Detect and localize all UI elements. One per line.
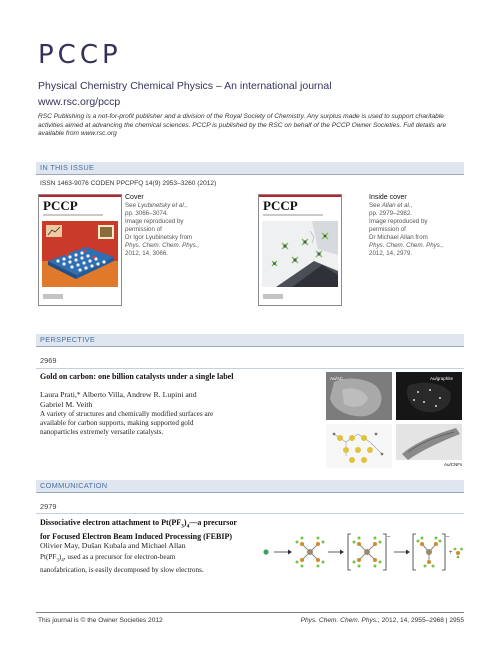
section-heading: PERSPECTIVE (40, 335, 96, 344)
caption-journal: Phys. Chem. Chem. Phys., (125, 242, 200, 249)
journal-masthead-title: PCCP (38, 40, 122, 70)
title-subscript: 3 (181, 523, 184, 530)
communication-graphical-abstract[interactable] (258, 526, 464, 578)
caption-author: Allan et al., (381, 202, 413, 209)
footer-copyright: This journal is © the Owner Societies 2012 (38, 617, 163, 624)
molecule-anion (353, 537, 382, 568)
title-subscript: 4 (186, 523, 190, 530)
section-bar-in-this-issue (36, 162, 464, 174)
caption-citation: 2012, 14, 2979. (369, 250, 413, 257)
cover-artwork (42, 221, 118, 287)
abstract-line: A variety of structures and chemically modified surfaces are (40, 410, 214, 418)
fragment-charge: – (446, 534, 450, 540)
cover-red-rule (39, 195, 121, 197)
abstract-text: , used as a precursor for electron-beam (63, 553, 176, 561)
abstract-subscript: 3 (56, 558, 59, 564)
article-authors (40, 390, 320, 409)
cover-footer-logo (43, 294, 63, 299)
cover-label: Cover (125, 194, 144, 201)
section-divider (36, 492, 464, 493)
footer-journal: Phys. Chem. Chem. Phys., (300, 617, 380, 624)
section-bar-perspective (36, 334, 464, 346)
cover-image[interactable] (38, 194, 122, 306)
article-abstract: $Pt(PF_3)_4$, used as a precursor for electron-beam nanofabrication, is easily decomposed by slow electrons. (40, 553, 270, 575)
abstract-line: nanoparticles extremely versatile catalysts. (40, 427, 164, 436)
caption-line: Image reproduced by (369, 218, 428, 225)
graphic-label: Au/AC (330, 376, 344, 381)
cover-subtitle-bar (43, 214, 103, 216)
caption-author: Lyubinetsky et al., (137, 202, 188, 209)
footer-page-info: 2012, 14, 2955–2968 | 2955 (381, 617, 464, 624)
caption-pages: pp. 3066–3074. (125, 210, 169, 217)
graphic-label: Au/CNFs (444, 462, 462, 467)
abstract-line: nanofabrication, is easily decomposed by slow electrons. (40, 566, 204, 575)
cover-logo: PCCP (43, 198, 78, 213)
title-text: for Focused Electron Beam Induced Processing (FEBIP) (40, 532, 232, 542)
footer-divider (36, 612, 464, 613)
title-text: —a precursor (189, 518, 237, 527)
cover-subtitle-bar (263, 214, 323, 216)
footer-citation (301, 617, 464, 624)
article-title-link[interactable]: Dissociative electron attachment to $Pt(PF_3)_4—a$ precursor for Focused Electron Beam Induced Processing (FEBIP) (40, 518, 270, 542)
caption-journal: Phys. Chem. Chem. Phys., (369, 242, 444, 249)
caption-see: See (369, 202, 381, 209)
journal-url-link[interactable]: www.rsc.org/pccp (38, 96, 121, 108)
caption-line: permission of (369, 226, 406, 233)
authors-line: Laura Prati,* Alberto Villa, Andrew R. Lupini and (40, 390, 197, 399)
caption-citation: 2012, 14, 3066. (125, 250, 169, 257)
article-abstract (40, 410, 320, 436)
cover-artwork (262, 221, 338, 287)
cover-red-rule (259, 195, 341, 197)
section-heading: IN THIS ISSUE (40, 163, 95, 172)
section-heading: COMMUNICATION (40, 481, 108, 490)
leaving-ligand (454, 548, 463, 559)
inside-cover-image[interactable] (258, 194, 342, 306)
anion-charge: – (387, 534, 391, 540)
caption-person: Dr Igor Lyubinetsky from (125, 234, 193, 241)
issn-line: ISSN 1463-9076 CODEN PPCPFQ 14(9) 2953–3260 (2012) (40, 180, 217, 187)
journal-subtitle: Physical Chemistry Chemical Physics – An international journal (38, 80, 332, 92)
title-text: Dissociative electron attachment to Pt(PF (40, 518, 182, 527)
perspective-graphical-abstract[interactable] (326, 372, 462, 468)
caption-see: See (125, 202, 137, 209)
inside-cover-caption (369, 194, 464, 258)
electron-dot (263, 549, 268, 554)
article-title-link[interactable]: Gold on carbon: one billion catalysts under a single label (40, 372, 234, 381)
section-bar-communication (36, 480, 464, 492)
abstract-text: Pt(PF (40, 553, 57, 561)
authors-line: Gabriel M. Veith (40, 399, 93, 409)
abstract-line: available for carbon supports, making supported gold (40, 418, 194, 427)
publisher-blurb: RSC Publishing is a not-for-profit publisher and a division of the Royal Society of Chemistry. Any surplus made is used to support charitable activities aimed at advancing the chemical sciences. PCCP is published by the RSC on behalf of the PCCP Owner Societies. Full details are available from www.rsc.org (38, 113, 447, 137)
section-divider (36, 513, 464, 514)
section-divider (36, 368, 464, 369)
article-authors: Olivier May, Dušan Kubala and Michael Allan (40, 541, 186, 550)
molecule-fragment (417, 537, 442, 568)
plus-sign: + (449, 550, 453, 556)
cover-caption (125, 194, 205, 258)
section-divider (36, 174, 464, 175)
caption-line: Image reproduced by (125, 218, 184, 225)
graphic-label: Au/graphite (430, 376, 454, 381)
cover-footer-logo (263, 294, 283, 299)
caption-person: Dr Michael Allan from (369, 234, 428, 241)
caption-line: permission of (125, 226, 162, 233)
caption-pages: pp. 2979–2982. (369, 210, 413, 217)
molecule-neutral (296, 537, 325, 568)
section-divider (36, 346, 464, 347)
article-page-number[interactable]: 2979 (40, 502, 57, 511)
abstract-subscript: 4 (61, 558, 64, 564)
cover-label: Inside cover (369, 194, 407, 201)
article-page-number[interactable]: 2969 (40, 356, 57, 365)
cover-logo: PCCP (263, 198, 298, 213)
